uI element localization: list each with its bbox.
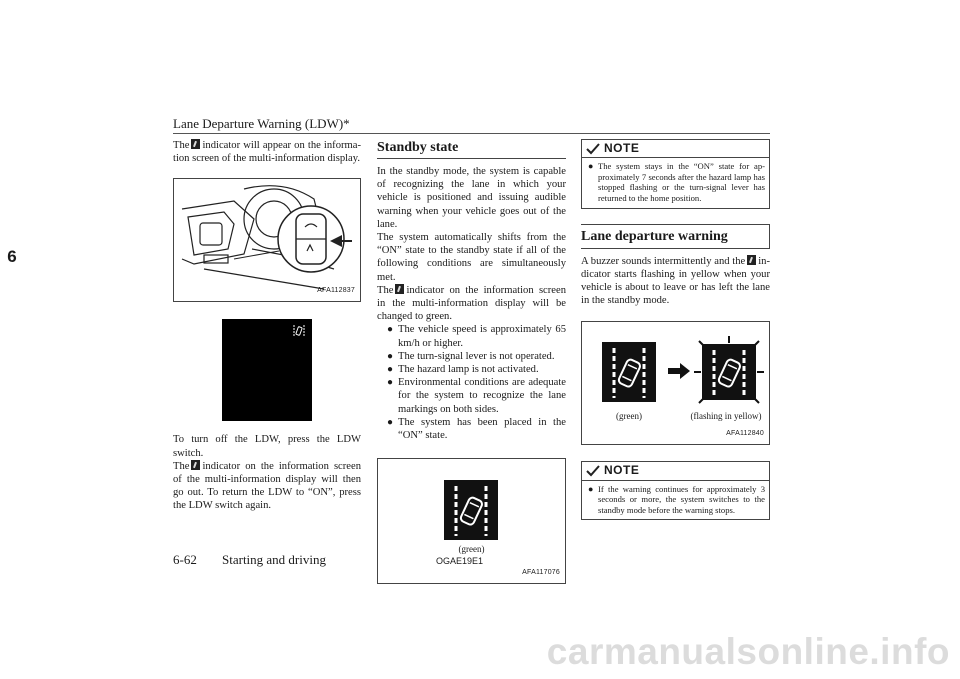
header-title: Lane Departure Warning (LDW)*	[173, 116, 350, 131]
list-item: ● If the warning continues for approximately 3 seconds or more, the system switches to the standby mode before the warning stops.	[588, 484, 765, 516]
ldw-indicator-white-icon	[292, 324, 306, 338]
list-item: ● The turn-signal lever is not operated.	[387, 350, 566, 363]
note-body	[582, 158, 769, 207]
note-check-icon	[586, 143, 600, 155]
watermark: carmanualsonline.info	[546, 631, 950, 672]
list-item: ● The hazard lamp is not activated.	[387, 363, 566, 376]
col3-paragraph-1: A buzzer sounds intermittently and the in-dicator starts flashing in yellow when your vehicle is about to leave or has left the lane in the standby mode.	[581, 255, 770, 307]
column-2	[377, 139, 566, 584]
note-check-icon	[586, 465, 600, 477]
col1-paragraph-2-line1: To turn off the LDW, press the LDW switch.	[173, 434, 361, 459]
note-label: NOTE	[604, 463, 640, 478]
display-screen-figure	[222, 319, 312, 421]
lane-departure-warning-heading: Lane departure warning	[581, 224, 770, 249]
figure-code: AFA112840	[726, 430, 764, 438]
arrow-right-icon	[668, 362, 690, 380]
figure-caption-flashing: (flashing in yellow)	[690, 411, 762, 422]
figure-caption: (green)	[458, 544, 485, 555]
lane-indicator-green-icon	[444, 480, 498, 540]
note-header	[582, 462, 769, 480]
ldw-indicator-icon	[747, 255, 756, 265]
lane-indicator-green-icon	[602, 342, 656, 402]
figure-code: AFA117076	[522, 569, 560, 577]
note-label: NOTE	[604, 141, 640, 155]
chapter-tab: 6	[7, 247, 17, 266]
footer-section-name: Starting and driving	[222, 552, 326, 567]
note-body	[582, 481, 769, 520]
figure-code: AFA112837	[317, 287, 355, 295]
footer-page-number: 6-62	[173, 552, 197, 567]
list-item: ● The vehicle speed is approximately 65 km/h or higher.	[387, 323, 566, 349]
note-box-1	[581, 139, 770, 209]
standby-state-heading: Standby state	[377, 139, 566, 159]
header-rule	[173, 133, 770, 134]
col1-paragraph-2: The indicator on the information screen of the multi-information display will then go out. To return the LDW to “ON”, press the LDW switch again.	[173, 460, 361, 512]
col2-paragraph-1: In the standby mode, the system is capable of recognizing the lane in which your vehicle is positioned and issuing audible warning when your vehicle goes out of the lane.	[377, 166, 566, 230]
list-item: ● The system stays in the “ON” state for ap-proximately 7 seconds after the hazard lamp has stopped flashing or the turn-signal lever has returned to the home position.	[588, 161, 765, 203]
note-box-2	[581, 461, 770, 520]
column-3	[581, 139, 770, 520]
col2-paragraph-3: The indicator on the information screen in the multi-information display will be changed to green.	[377, 284, 566, 323]
lane-departure-figure	[581, 321, 770, 445]
list-item: ● Environmental conditions are adequate for the system to recognize the lane markings on both sides.	[387, 376, 566, 416]
col2-paragraph-2: The system automatically shifts from the “ON” state to the standby state if all of the following conditions are simultaneously met.	[377, 232, 566, 283]
footer-doc-code: OGAE19E1	[436, 556, 484, 566]
col1-paragraph-1: The indicator will appear on the informa-tion screen of the multi-information display.	[173, 140, 361, 165]
list-item: ● The system has been placed in the “ON” state.	[387, 416, 566, 442]
note-header	[582, 140, 769, 158]
figure-caption-green: (green)	[616, 411, 642, 422]
standby-conditions-list	[377, 323, 566, 442]
column-1	[173, 139, 361, 513]
ldw-indicator-icon	[395, 284, 404, 294]
ldw-indicator-icon	[191, 139, 200, 149]
dashboard-switch-illustration-icon	[174, 179, 360, 301]
ldw-switch-figure	[173, 178, 361, 302]
lane-indicator-flashing-icon	[694, 336, 764, 406]
ldw-indicator-icon	[191, 460, 200, 470]
